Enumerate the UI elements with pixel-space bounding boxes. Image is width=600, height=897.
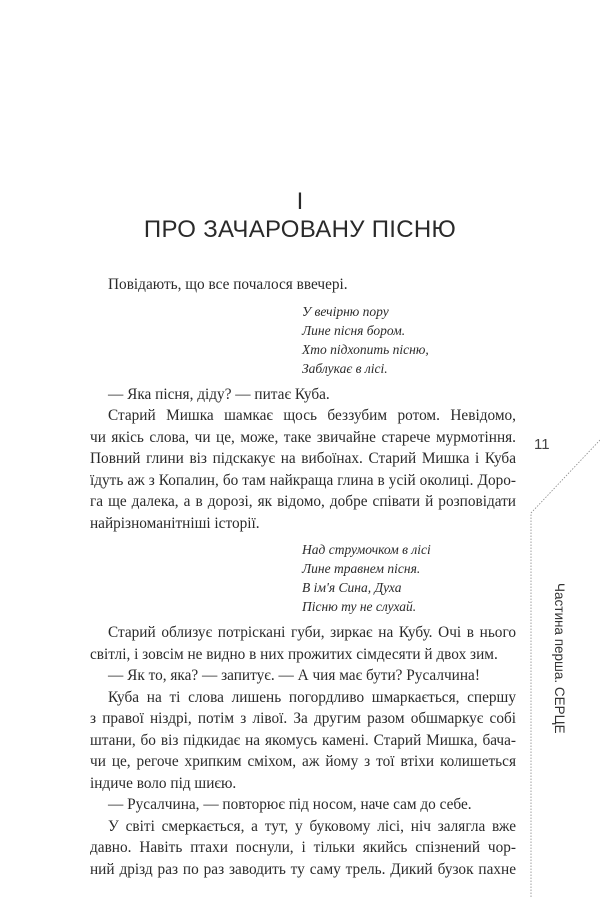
text-line: — Як то, яка? — запитує. — А чия має бути? Русалчина! <box>108 667 480 684</box>
text-line: чи якісь слова, чи це, може, таке звичайне старече мурмотіння. <box>90 428 516 446</box>
text-line: га ще далека, а в дорозі, як відомо, добре співати й розповідати <box>90 493 516 510</box>
verse-line: В ім'я Сина, Духа <box>302 580 402 595</box>
text-line: ний дрізд раз по раз заводить ту саму трель. Дикий бузок пахне <box>90 860 516 878</box>
text-line: У світі смеркається, а тут, у буковому лісі, ніч залягла вже <box>108 817 516 835</box>
text-line: — Русалчина, — повторює під носом, наче сам до себе. <box>108 796 472 813</box>
verse <box>90 540 516 616</box>
verse-line: Над струмочком в лісі <box>302 542 431 557</box>
verse-line: Хто підхопить пісню, <box>302 341 429 357</box>
text-line: Куба на ті слова лишень погордливо шмаркається, спершу <box>108 688 516 706</box>
chapter-body <box>90 274 516 880</box>
text-line: найрізноманітніші історії. <box>90 514 260 532</box>
verse-line: Заблукає в лісі. <box>302 360 388 376</box>
text-line: Старий облизує потріскані губи, зиркає на Кубу. Очі в нього <box>108 624 516 641</box>
text-line: Старий Мишка шамкає щось беззубим ротом. Невідомо, <box>108 407 516 424</box>
text-line: світлі, і зовсім не видно в них прожитих сімдесяти й двох зим. <box>90 645 498 663</box>
text-line: Повідають, що все почалося ввечері. <box>108 276 348 293</box>
verse-line: Пісню ту не слухай. <box>302 599 417 614</box>
text-line: з правої ніздрі, потім з лівої. За другим разом обшмаркує собі <box>90 710 516 727</box>
chapter-number: I <box>296 188 304 215</box>
text-line: їдуть аж з Копалин, бо там найкраща глина в усій околиці. Доро- <box>90 471 516 489</box>
text-line: давно. Навіть птахи поснули, і тільки якийсь спізнений чор- <box>90 839 516 856</box>
chapter-title: ПРО ЗАЧАРОВАНУ ПІСНЮ <box>143 216 457 243</box>
text-line: індиче воло під шиєю. <box>90 774 237 792</box>
verse-line: У вечірню пору <box>302 303 389 319</box>
text-line: штани, бо віз підкидає на якомусь камені. Старий Мишка, бача- <box>90 731 516 749</box>
page-number: 11 <box>534 436 550 453</box>
verse-line: Лине травнем пісня. <box>302 561 421 576</box>
running-head: Частина перша. СЕРЦЕ <box>552 583 567 734</box>
text-line: — Яка пісня, діду? — питає Куба. <box>108 385 330 403</box>
text-line: Повний глини віз підскакує на вибоїнах. Старий Мишка і Куба <box>90 450 516 467</box>
verse-line: Лине пісня бором. <box>302 322 406 338</box>
text-line: чи це, регоче хрипким сміхом, аж йому з тої втіхи колишеться <box>90 753 516 770</box>
verse <box>90 302 516 378</box>
